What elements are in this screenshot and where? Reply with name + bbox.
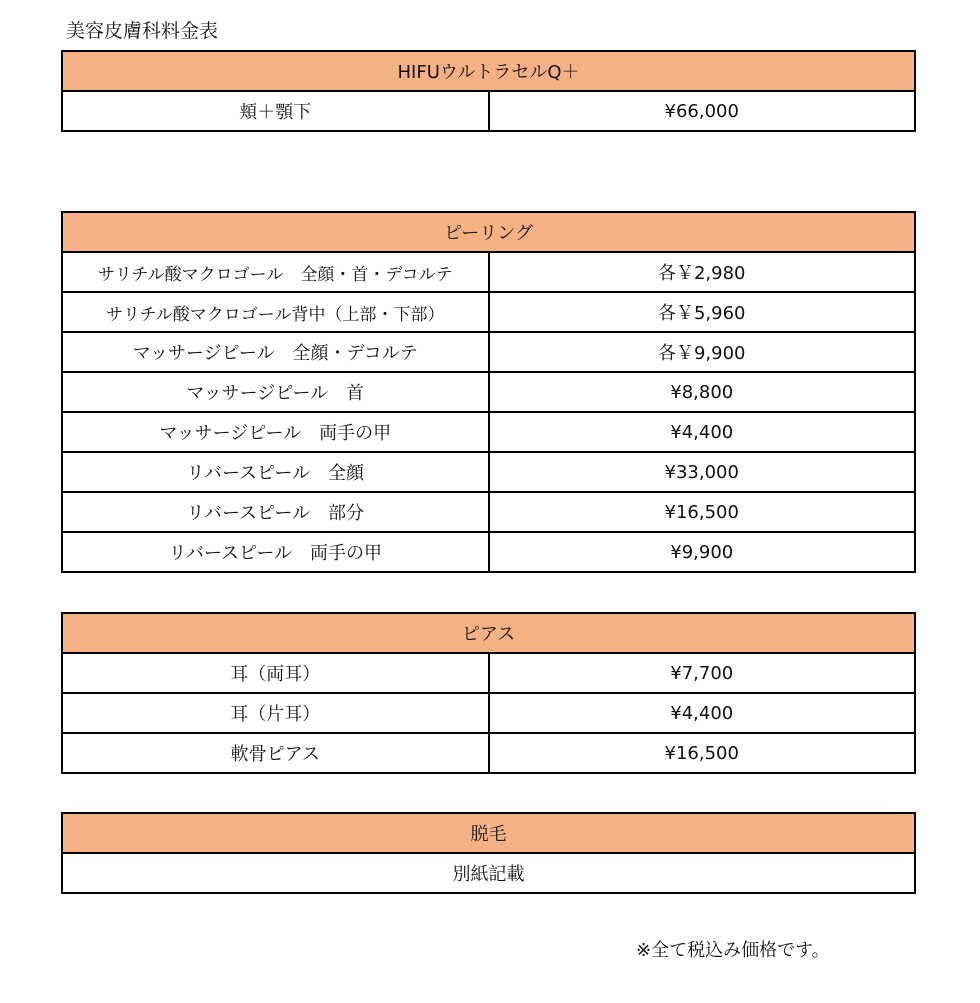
item-price: ¥16,500: [489, 492, 916, 532]
section-header-peeling: ピーリング: [62, 212, 915, 252]
item-price: 各￥5,960: [489, 292, 916, 332]
item-price: ¥4,400: [489, 412, 916, 452]
section-header-hair-removal: 脱毛: [62, 813, 915, 853]
item-price: ¥66,000: [489, 91, 916, 131]
item-name: リバースピール 全顔: [62, 452, 489, 492]
table-row: [62, 412, 915, 452]
section-header-hifu: HIFUウルトラセルQ＋: [62, 51, 915, 91]
item-price: 各￥2,980: [489, 252, 916, 292]
item-name: サリチル酸マクロゴール背中（上部・下部）: [62, 292, 489, 332]
table-row: [62, 91, 915, 131]
item-name: サリチル酸マクロゴール 全顔・首・デコルテ: [62, 252, 489, 292]
page-title: 美容皮膚科料金表: [66, 20, 219, 42]
item-name: 耳（両耳）: [62, 653, 489, 693]
item-name: 耳（片耳）: [62, 693, 489, 733]
hair-removal-price-table: [61, 812, 916, 894]
table-row: [62, 492, 915, 532]
item-price: ¥4,400: [489, 693, 916, 733]
table-row: [62, 452, 915, 492]
table-row: [62, 372, 915, 412]
table-row: [62, 292, 915, 332]
table-row: [62, 653, 915, 693]
peeling-price-table: [61, 211, 916, 573]
item-name: マッサージピール 両手の甲: [62, 412, 489, 452]
table-row: [62, 332, 915, 372]
item-name: リバースピール 両手の甲: [62, 532, 489, 572]
item-name: リバースピール 部分: [62, 492, 489, 532]
piercing-price-table: [61, 612, 916, 774]
item-name: 頬＋顎下: [62, 91, 489, 131]
item-price: ¥16,500: [489, 733, 916, 773]
separate-sheet-note: 別紙記載: [62, 853, 915, 893]
item-name: 軟骨ピアス: [62, 733, 489, 773]
item-price: 各￥9,900: [489, 332, 916, 372]
item-price: ¥9,900: [489, 532, 916, 572]
tax-included-footnote: ※全て税込み価格です。: [636, 940, 830, 961]
item-price: ¥8,800: [489, 372, 916, 412]
item-price: ¥33,000: [489, 452, 916, 492]
item-price: ¥7,700: [489, 653, 916, 693]
item-name: マッサージピール 首: [62, 372, 489, 412]
hifu-price-table: [61, 50, 916, 132]
table-row: [62, 532, 915, 572]
table-row: [62, 693, 915, 733]
section-header-piercing: ピアス: [62, 613, 915, 653]
table-row: [62, 252, 915, 292]
table-row: [62, 733, 915, 773]
table-row: [62, 853, 915, 893]
item-name: マッサージピール 全顔・デコルテ: [62, 332, 489, 372]
